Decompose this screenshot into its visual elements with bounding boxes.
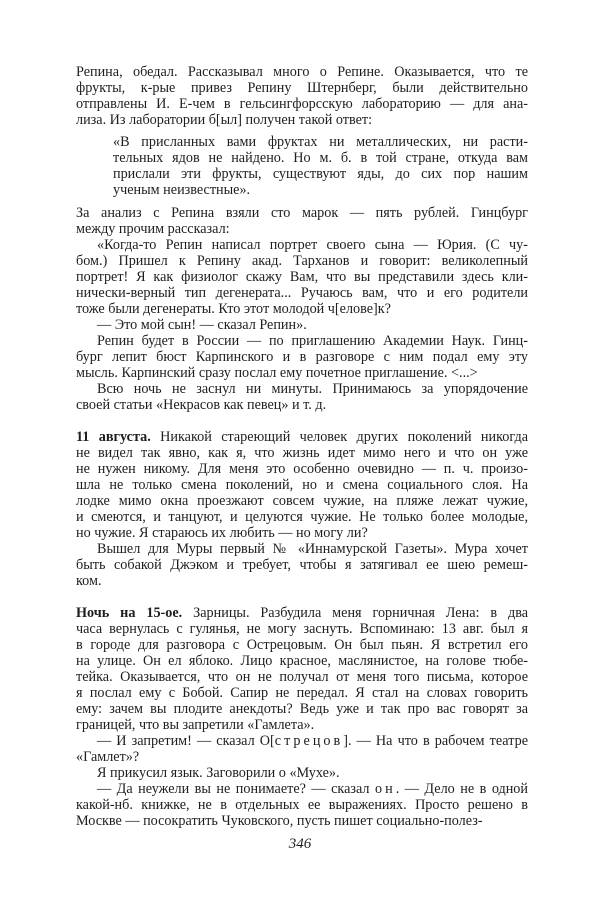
line-text: прислали эти фрукты, существуют яды, до сих пор нашим	[113, 166, 528, 182]
text-line	[76, 669, 528, 685]
text-line	[76, 205, 528, 221]
spaced-name: стрецов	[274, 733, 344, 749]
paragraph	[76, 205, 528, 237]
text-segment: . — Дело не в одной	[395, 781, 528, 797]
paragraph	[76, 237, 528, 317]
text-segment: — И запретим! — сказал О[	[97, 733, 275, 749]
line-text: на улице. Он ел яблоко. Лицо красное, маслянистое, на голове тюбе-	[76, 653, 528, 669]
text-line	[76, 525, 528, 541]
text-line	[76, 112, 528, 128]
line-text: фрукты, к-рые привез Репину Штернберг, были действительно	[76, 80, 528, 96]
text-line	[76, 349, 528, 365]
line-text: тейка. Оказывается, что он не получал от меня того письма, которое	[76, 669, 528, 685]
line-text: ему: зачем вы плодите анекдоты? Ведь уже и так про вас говорят за	[76, 701, 528, 717]
text-line	[76, 96, 528, 112]
line-text: «В присланных вами фруктах ни металлических, ни расти-	[113, 134, 528, 150]
paragraph	[76, 733, 528, 765]
text-line	[76, 237, 528, 253]
line-text: — Это мой сын! — сказал Репин».	[97, 317, 307, 333]
line-text: «Когда-то Репин написал портрет своего сына — Юрия. (С чу-	[97, 237, 528, 253]
text-line	[76, 461, 528, 477]
diary-entry-paragraph	[76, 605, 528, 733]
paragraph	[76, 541, 528, 589]
line-text: Никакой стареющий человек других поколений никогда	[150, 429, 529, 445]
line-text: в городе для разговора с Острецовым. Он был пьян. Я встретил его	[76, 637, 528, 653]
text-line	[76, 749, 528, 765]
text-segment: ]. — На что в рабочем театре	[343, 733, 528, 749]
paragraph	[76, 381, 528, 413]
text-line	[76, 621, 528, 637]
text-line	[76, 541, 528, 557]
line-text: Репина, обедал. Рассказывал много о Репине. Оказывается, что те	[76, 64, 528, 80]
text-line	[76, 797, 528, 813]
line-text: Репин будет в России — по приглашению Академии Наук. Гинц-	[97, 333, 528, 349]
text-line	[76, 221, 528, 237]
text-line	[76, 717, 528, 733]
line-text: границей, что вы запретили «Гамлета».	[76, 717, 315, 733]
text-line	[76, 429, 528, 445]
text-line	[76, 445, 528, 461]
text-line	[76, 381, 528, 397]
line-text: ком.	[76, 573, 102, 589]
text-line	[76, 285, 528, 301]
text-line	[76, 781, 528, 797]
line-text: часа вернулась с гулянья, не могу заснуть. Вспоминаю: 13 авг. был я	[76, 621, 528, 637]
text-line	[76, 80, 528, 96]
diary-entry-paragraph	[76, 429, 528, 541]
spaced-name: он	[375, 781, 396, 797]
line-text: нически-верный тип дегенерата... Ручаюсь вам, что и его родители	[76, 285, 528, 301]
text-line	[76, 493, 528, 509]
text-line	[76, 733, 528, 749]
text-line	[76, 253, 528, 269]
line-text: лодке мимо окна проезжают совсем чужие, на пляже лежат чужие,	[76, 493, 528, 509]
line-text: но чужие. Я стараюсь их любить — но могу ли?	[76, 525, 368, 541]
line-text: Москве — посократить Чуковского, пусть пишет социально-полез-	[76, 813, 483, 829]
text-line	[76, 557, 528, 573]
text-line	[76, 64, 528, 80]
entry-date: 11 августа.	[76, 429, 151, 445]
line-text: Я прикусил язык. Заговорили о «Мухе».	[97, 765, 340, 781]
line-text: Зарницы. Разбудила меня горничная Лена: в два	[182, 605, 528, 621]
line-text: я послал ему с Бобой. Сапир не передал. Я стал на словах говорить	[76, 685, 528, 701]
text-line	[76, 477, 528, 493]
line-text: не видел так явно, как я, что жизнь идет мимо него и что он уже	[76, 445, 528, 461]
line-text: не нужен никому. Для меня это особенно очевидно — п. ч. произо-	[76, 461, 528, 477]
text-line	[113, 150, 528, 166]
line-text: своей статьи «Некрасов как певец» и т. д.	[76, 397, 327, 413]
text-line	[76, 653, 528, 669]
line-text: бом.) Пришел к Репину акад. Тарханов и говорит: великолепный	[76, 253, 528, 269]
text-line	[76, 397, 528, 413]
paragraph	[76, 765, 528, 781]
line-text: быть собакой Джэком и требует, чтобы я затягивал ее шею ремеш-	[76, 557, 528, 573]
paragraph	[76, 317, 528, 333]
line-text: лиза. Из лаборатории б[ыл] получен такой ответ:	[76, 112, 373, 128]
line-text: какой-нб. книжке, не в отдельных ее выражениях. Просто решено в	[76, 797, 528, 813]
text-line	[76, 573, 528, 589]
text-line	[76, 813, 528, 829]
line-text: тельных ядов не найдено. Но м. б. в той стране, откуда вам	[113, 150, 528, 166]
line-text: «Гамлет»?	[76, 749, 140, 765]
paragraph	[76, 333, 528, 381]
line-text: ученым неизвестные».	[113, 182, 251, 198]
text-line	[76, 333, 528, 349]
text-line	[76, 765, 528, 781]
text-line	[76, 685, 528, 701]
block-quote	[76, 134, 528, 198]
text-line	[76, 317, 528, 333]
line-text: тоже были дегенераты. Кто этот молодой ч[елове]к?	[76, 301, 391, 317]
line-text: мысль. Карпинский сразу послал ему почетное приглашение. <...>	[76, 365, 478, 381]
line-text: Вышел для Муры первый № «Иннамурской Газеты». Мура хочет	[97, 541, 528, 557]
line-text: между прочим рассказал:	[76, 221, 230, 237]
text-line	[113, 134, 528, 150]
paragraph	[76, 64, 528, 128]
line-text: и смеются, и танцуют, и целуются чужие. Не только более молодые,	[76, 509, 528, 525]
line-text: отправлены И. Е-чем в гельсингфорсскую лабораторию — для ана-	[76, 96, 528, 112]
diary-page-text	[76, 64, 528, 829]
line-text: За анализ с Репина взяли сто марок — пять рублей. Гинцбург	[76, 205, 528, 221]
text-line	[76, 701, 528, 717]
text-line	[113, 182, 528, 198]
line-text: Всю ночь не заснул ни минуты. Принимаюсь за упорядочение	[97, 381, 528, 397]
text-line	[76, 605, 528, 621]
text-line	[76, 269, 528, 285]
text-line	[76, 509, 528, 525]
page-number: 346	[288, 836, 312, 852]
line-text: бург лепит бюст Карпинского и в разговоре с ним подал ему эту	[76, 349, 528, 365]
text-line	[76, 365, 528, 381]
text-line	[113, 166, 528, 182]
line-text: шла не только смена поколений, но и смена социального слоя. На	[76, 477, 528, 493]
text-segment: — Да неужели вы не понимаете? — сказал	[97, 781, 375, 797]
text-line	[76, 301, 528, 317]
text-line	[76, 637, 528, 653]
paragraph	[76, 781, 528, 829]
line-text: портрет! Я как физиолог скажу Вам, что вы представили здесь кли-	[76, 269, 528, 285]
entry-date: Ночь на 15-ое.	[76, 605, 183, 621]
